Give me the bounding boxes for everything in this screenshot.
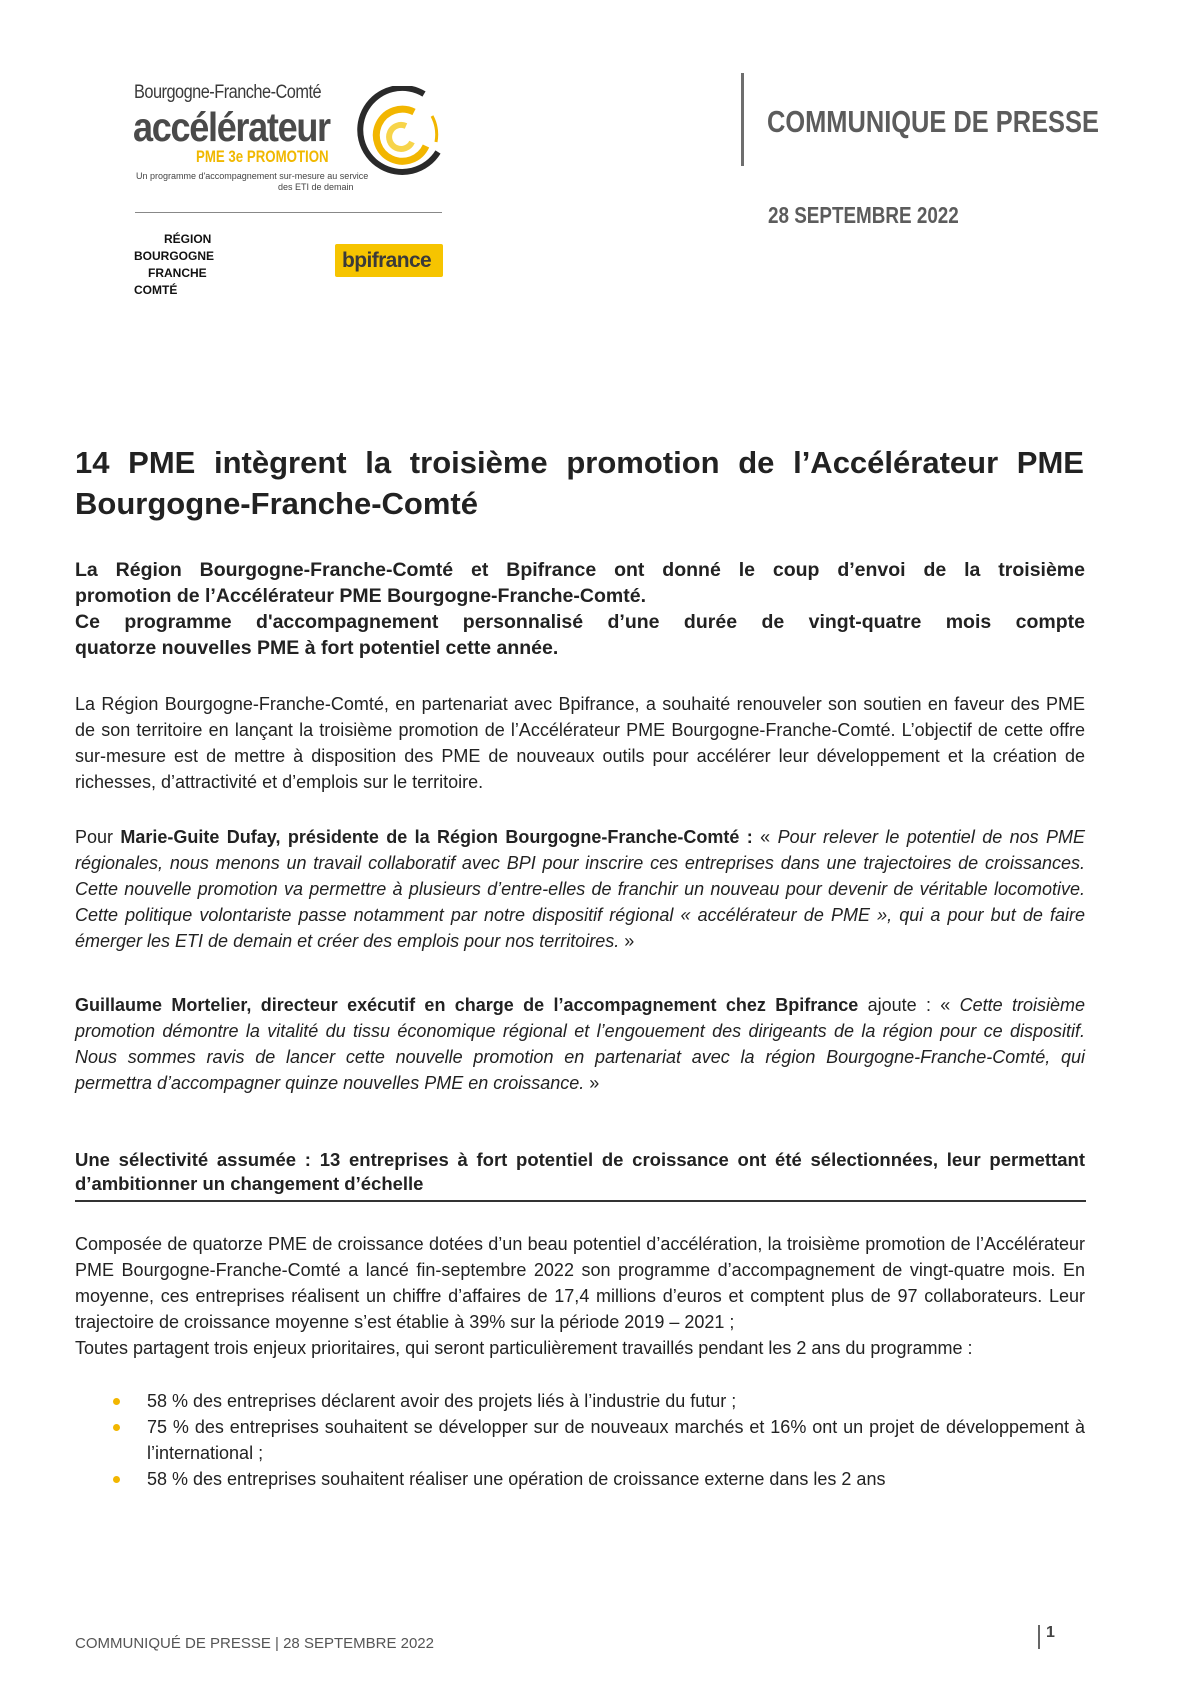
page-number: 1 [1046, 1624, 1055, 1641]
accelerator-rings-icon [354, 86, 446, 182]
quote-close: » [584, 1073, 600, 1093]
speaker-name: Marie-Guite Dufay [120, 827, 276, 847]
lead-line-3: Ce programme d'accompagnement personnalisé d’une durée de vingt-quatre mois compte [75, 611, 1085, 633]
bullets-intro: Toutes partagent trois enjeux prioritaires, qui seront particulièrement travaillés pendant les 2 ans du programme : [75, 1338, 973, 1358]
priority-list [75, 1388, 1085, 1492]
region-logo-line-3: FRANCHE [148, 266, 207, 280]
logo-region-name: Bourgogne-Franche-Comté [134, 82, 322, 103]
quote-paragraph-dufay [75, 824, 1085, 954]
lead-paragraph [75, 557, 1085, 661]
quote-open: « [752, 827, 778, 847]
list-item-text: 58 % des entreprises souhaitent réaliser une opération de croissance externe dans les 2 ans [147, 1469, 886, 1489]
body-paragraph-4 [75, 1231, 1085, 1361]
bpifrance-logo [335, 244, 443, 277]
lead-line-2: promotion de l’Accélérateur PME Bourgogne-Franche-Comté. [75, 585, 646, 607]
page-title: 14 PME intègrent la troisième promotion de l’Accélérateur PME Bourgogne-Franche-Comté [75, 445, 1084, 521]
section-underline [75, 1200, 1086, 1202]
quote-prefix: Pour [75, 827, 121, 847]
header-date: 28 SEPTEMBRE 2022 [768, 202, 959, 228]
bullet-dot-icon [113, 1398, 120, 1405]
quote-text: Cette troisième promotion démontre la vitalité du tissu économique régional et l’engouement des dirigeants de la région pour ce dispositif. Nous sommes ravis de lancer cette nouvelle promotion en partenariat avec la région Bourgogne-Franche-Comté, qui permettra d’accompagner quinze nouvelles PME en croissance. [75, 995, 1086, 1093]
lead-line-1: La Région Bourgogne-Franche-Comté et Bpifrance ont donné le coup d’envoi de la troisième [75, 559, 1085, 581]
body-paragraph-4-text: Composée de quatorze PME de croissance dotées d’un beau potentiel d’accélération, la troisième promotion de l’Accélérateur PME Bourgogne-Franche-Comté a lancé fin-septembre 2022 son programme d’accompagnement de vingt-quatre mois. En moyenne, ces entreprises réalisent un chiffre d’affaires de 17,4 millions d’euros et comptent plus de 97 collaborateurs. Leur trajectoire de croissance moyenne s’est établie à 39% sur la période 2019 – 2021 ; [75, 1234, 1085, 1332]
logo-divider [135, 212, 442, 213]
logo-tagline-2: des ETI de demain [278, 182, 354, 192]
list-item-text: 75 % des entreprises souhaitent se développer sur de nouveaux marchés et 16% ont un projet de développement à l’international ; [147, 1417, 1085, 1463]
footer-text: COMMUNIQUÉ DE PRESSE | 28 SEPTEMBRE 2022 [75, 1635, 434, 1652]
speaker-name-role: Guillaume Mortelier, directeur exécutif en charge de l’accompagnement chez Bpifrance [75, 995, 859, 1015]
bullet-dot-icon [113, 1424, 120, 1431]
header-divider [741, 73, 744, 166]
bpifrance-logo-text: bpifrance [342, 249, 432, 272]
region-logo-line-2: BOURGOGNE [134, 249, 215, 263]
quote-text: Pour relever le potentiel de nos PME régionales, nous menons un travail collaboratif avec BPI pour inscrire ces entreprises dans une trajectoires de croissances. Cette nouvelle promotion va permettre à plusieurs d’entre-elles de franchir un nouveau pour devenir de véritable locomotive. Cette politique volontariste passe notamment par notre dispositif régional « accélérateur de PME », qui a pour but de faire émerger les ETI de demain et créer des emplois pour nos territoires. [75, 827, 1085, 951]
list-item-text: 58 % des entreprises déclarent avoir des projets liés à l’industrie du futur ; [147, 1391, 737, 1411]
list-item [75, 1388, 1085, 1414]
region-logo-line-4: COMTÉ [134, 283, 178, 297]
lead-line-4: quatorze nouvelles PME à fort potentiel cette année. [75, 637, 559, 659]
quote-paragraph-mortelier [75, 992, 1085, 1096]
bullet-dot-icon [113, 1476, 120, 1483]
section-heading: Une sélectivité assumée : 13 entreprises à fort potentiel de croissance ont été sélectionnées, leur permettant d’ambitionner un changement d’échelle [75, 1149, 1085, 1194]
region-logo-line-1: RÉGION [164, 232, 212, 246]
quote-verb: ajoute : « [858, 995, 960, 1015]
list-item [75, 1466, 1085, 1492]
quote-close: » [619, 931, 635, 951]
speaker-role: , présidente de la Région Bourgogne-Franche-Comté : [275, 827, 753, 847]
header-title: COMMUNIQUE DE PRESSE [767, 104, 1099, 139]
body-paragraph-1: La Région Bourgogne-Franche-Comté, en partenariat avec Bpifrance, a souhaité renouveler son soutien en faveur des PME de son territoire en lançant la troisième promotion de l’Accélérateur PME Bourgogne-Franche-Comté. L’objectif de cette offre sur-mesure est de mettre à disposition des PME de nouveaux outils pour accélérer leur développement et la création de richesses, d’attractivité et d’emplois sur le territoire. [75, 694, 1085, 792]
logo-tagline-1: Un programme d'accompagnement sur-mesure au service [136, 171, 369, 181]
region-logo [134, 231, 214, 299]
list-item [75, 1414, 1085, 1466]
footer-divider [1038, 1625, 1040, 1649]
logo-promotion: PME 3e PROMOTION [196, 147, 329, 166]
logo-product-name: accélérateur [133, 104, 330, 150]
